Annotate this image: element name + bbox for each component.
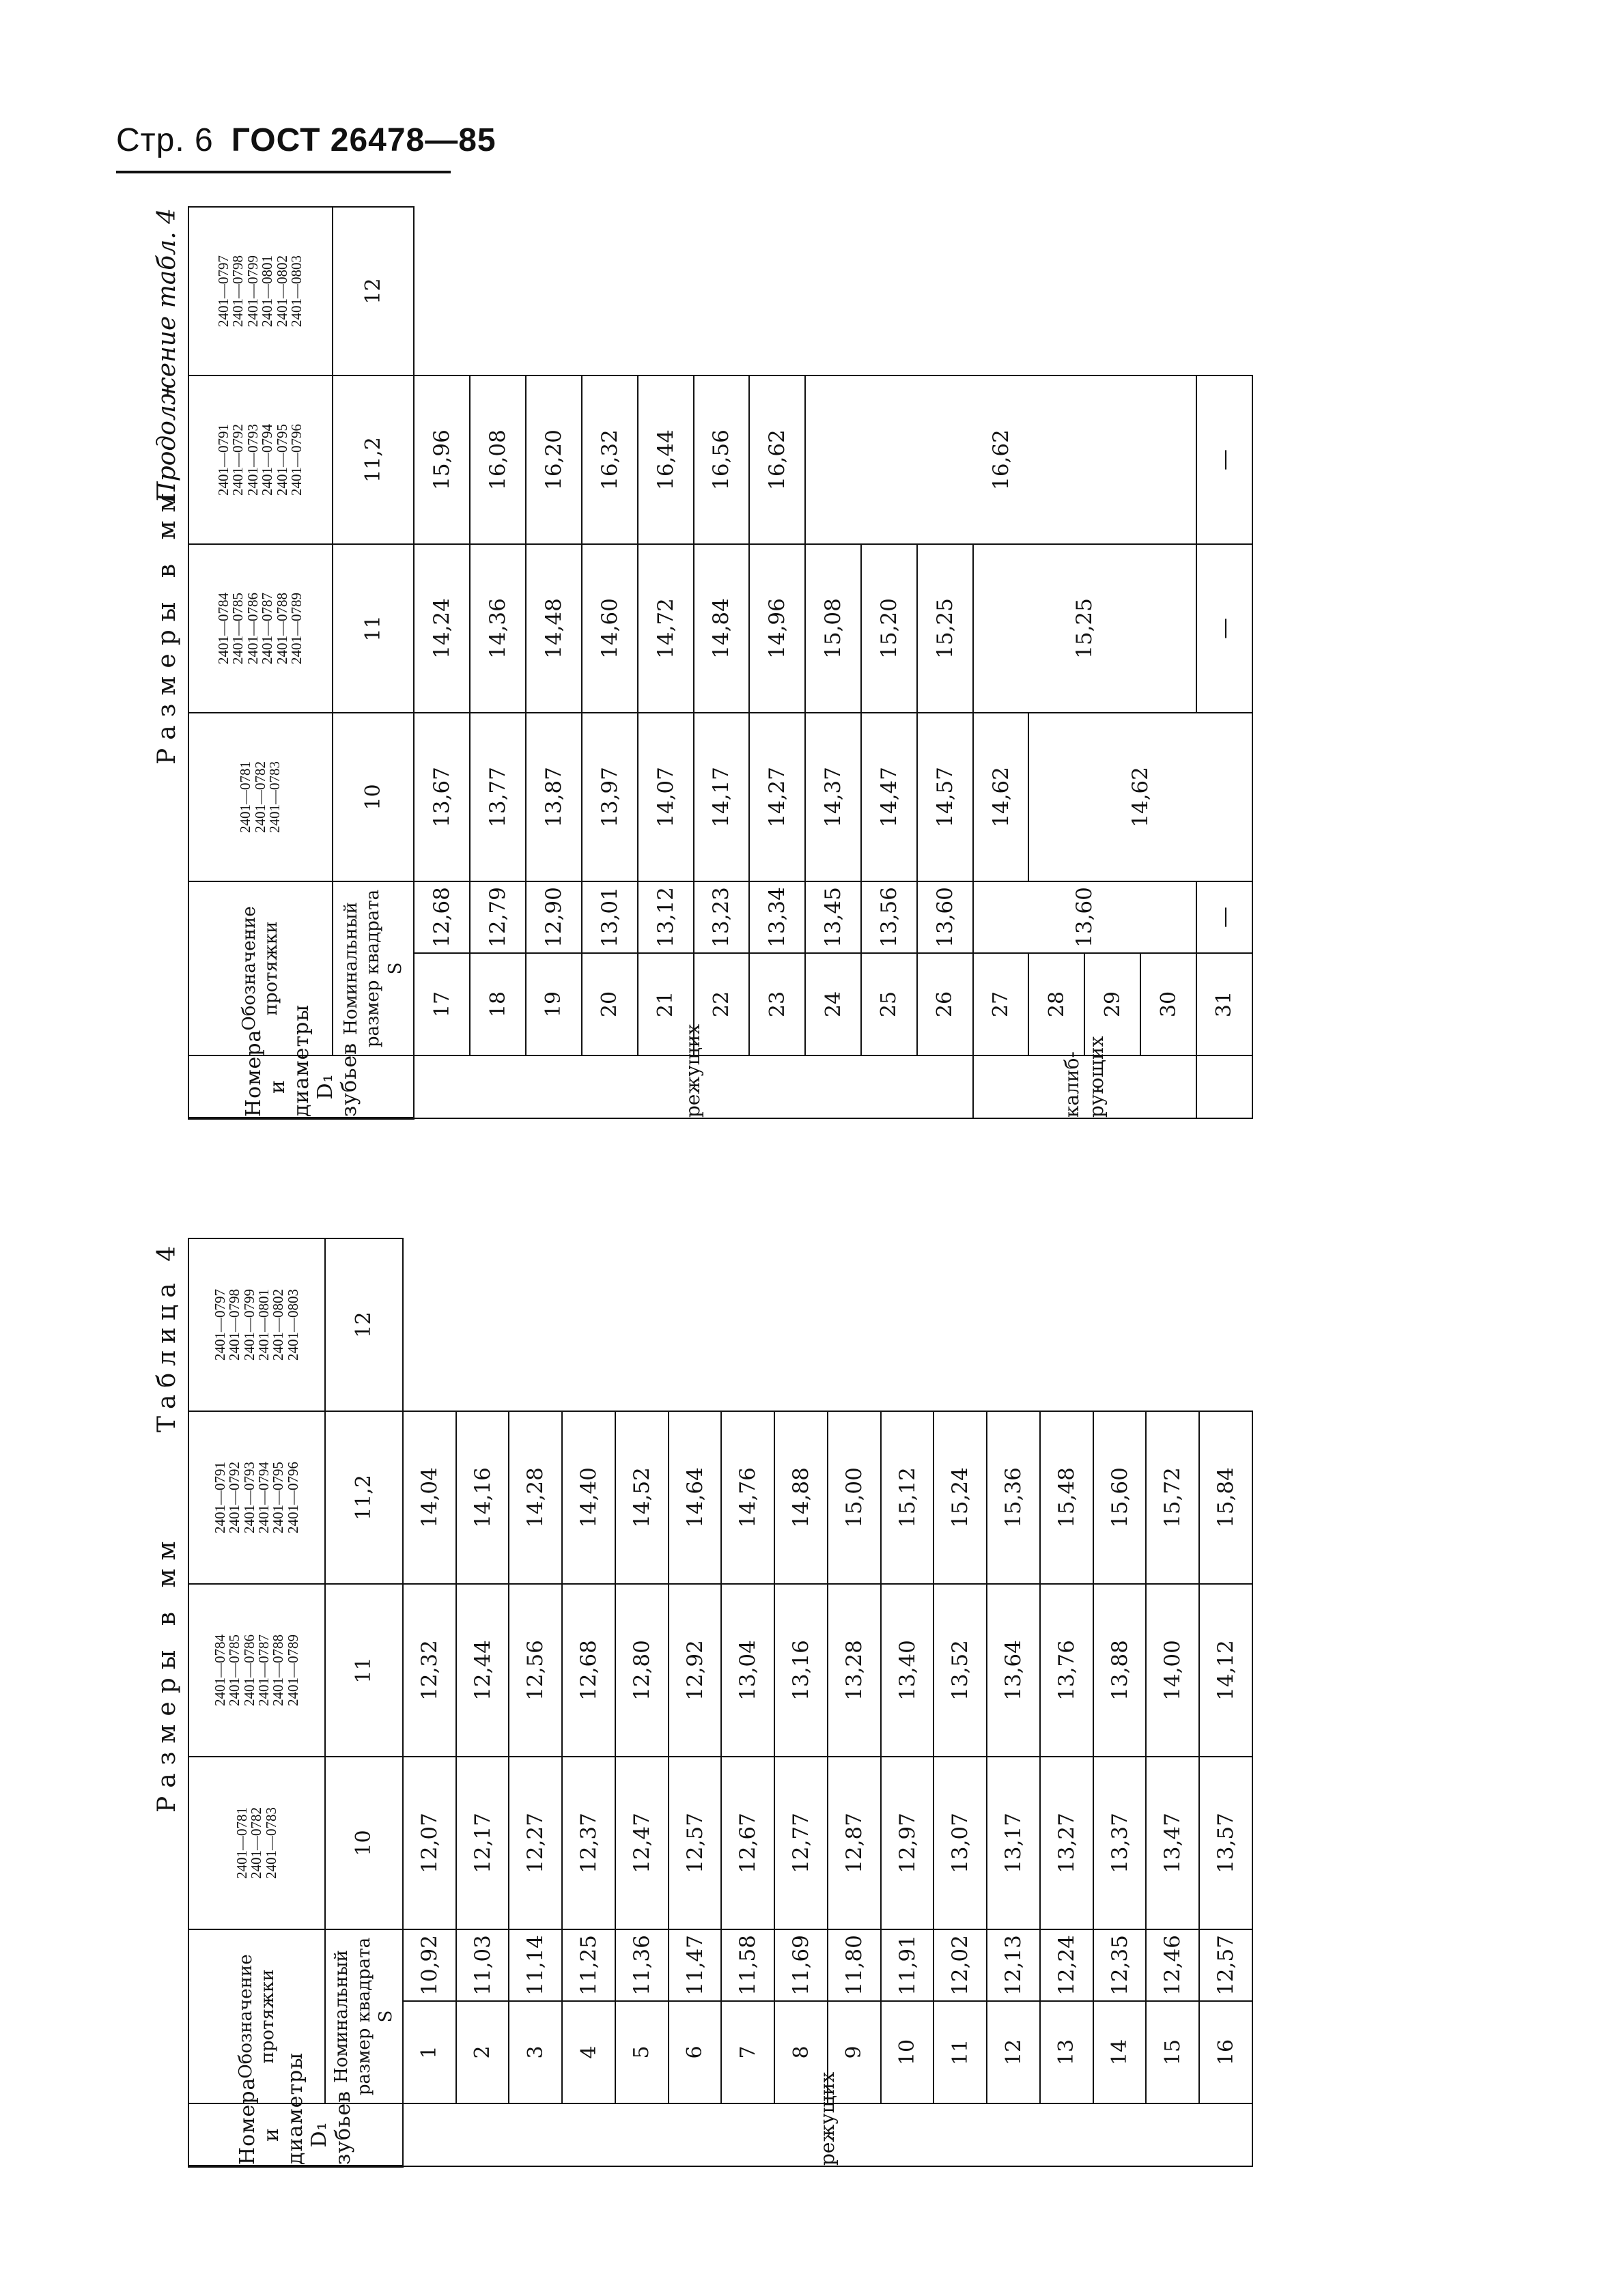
- tooth-number: 10: [881, 2001, 934, 2103]
- diameter-value: 14,84: [694, 544, 750, 713]
- diameter-value: 13,34: [749, 881, 805, 953]
- size-header: 12: [333, 207, 415, 375]
- tooth-number: 8: [774, 2001, 828, 2103]
- nominal-size-header: Номинальный размер квадрата S: [333, 881, 415, 1055]
- diameter-value: 15,20: [861, 544, 917, 713]
- tooth-number: 6: [669, 2001, 722, 2103]
- table-row: [526, 207, 582, 1118]
- diameter-value: 12,35: [1093, 1929, 1147, 2001]
- table-row: [509, 1238, 562, 2166]
- table-row: [774, 1238, 828, 2166]
- table-row: [1196, 207, 1252, 1118]
- diameter-value: 16,20: [526, 375, 582, 544]
- diameter-value: 12,92: [669, 1584, 722, 1757]
- diameter-value: 11,69: [774, 1929, 828, 2001]
- diameter-value: 12,97: [881, 1757, 934, 1929]
- table-row: [881, 1238, 934, 2166]
- sizes-label: Размеры в мм: [153, 1533, 181, 1813]
- tooth-number: 7: [721, 2001, 774, 2103]
- diameter-value: 11,47: [669, 1929, 722, 2001]
- diameter-value: 13,04: [721, 1584, 774, 1757]
- broach-codes-header: 2401—0784 2401—0785 2401—0786 2401—0787 2401—0788 2401—0789: [188, 544, 333, 713]
- table-row: [1146, 1238, 1199, 2166]
- tooth-number: 5: [615, 2001, 669, 2103]
- table-4-continuation: [153, 208, 1253, 1120]
- diameter-value: 15,00: [828, 1411, 881, 1584]
- tooth-number: 18: [470, 953, 526, 1055]
- table-row: [470, 207, 526, 1118]
- diameter-value: 15,25: [917, 544, 973, 713]
- diameter-value-merged: 14,62: [1028, 713, 1252, 881]
- dash-value: —: [1196, 544, 1252, 713]
- broach-codes-header: 2401—0784 2401—0785 2401—0786 2401—0787 2401—0788 2401—0789: [188, 1584, 325, 1757]
- broach-codes-header: 2401—0781 2401—0782 2401—0783: [188, 1757, 325, 1929]
- diameter-value: 13,97: [582, 713, 638, 881]
- size-header: 11: [325, 1584, 403, 1757]
- sizes-label: Размеры в мм: [153, 485, 181, 765]
- diameter-value: 14,40: [562, 1411, 615, 1584]
- diameter-value: 12,57: [1199, 1929, 1252, 2001]
- size-header: 11: [333, 544, 415, 713]
- table-row: [414, 207, 470, 1118]
- diameter-value: 12,90: [526, 881, 582, 953]
- diameter-value: 14,07: [638, 713, 694, 881]
- tooth-number: 23: [749, 953, 805, 1055]
- diameter-value: 13,56: [861, 881, 917, 953]
- broach-codes-header: 2401—0797 2401—0798 2401—0799 2401—0801 2401—0802 2401—0803: [188, 1238, 325, 1411]
- diameter-value: 14,48: [526, 544, 582, 713]
- diameter-value: 14,57: [917, 713, 973, 881]
- diameter-value: 13,01: [582, 881, 638, 953]
- table-row: [721, 1238, 774, 2166]
- diameter-value: 12,27: [509, 1757, 562, 1929]
- tooth-number: 26: [917, 953, 973, 1055]
- diameter-value: 13,12: [638, 881, 694, 953]
- diameter-value: 11,58: [721, 1929, 774, 2001]
- header-row-sizes: [325, 1238, 403, 2166]
- diameter-value: 14,96: [749, 544, 805, 713]
- tooth-number: 25: [861, 953, 917, 1055]
- group-calibrating: калиб-рующих: [973, 1055, 1196, 1118]
- tooth-number: 1: [403, 2001, 456, 2103]
- standard-code: ГОСТ 26478—85: [231, 122, 496, 158]
- tooth-number: 30: [1140, 953, 1196, 1055]
- diameter-value: 15,96: [414, 375, 470, 544]
- diameter-value: 14,12: [1199, 1584, 1252, 1757]
- tooth-number: 20: [582, 953, 638, 1055]
- diameter-value: 13,28: [828, 1584, 881, 1757]
- group-cutting: режущих: [403, 2103, 1252, 2166]
- table-row: [1093, 1238, 1147, 2166]
- diameter-value: 14,37: [805, 713, 861, 881]
- diameter-value: 13,16: [774, 1584, 828, 1757]
- table-caption: Продолжение табл. 4: [153, 208, 181, 503]
- dash-value: —: [1196, 375, 1252, 544]
- diameter-value: 12,68: [562, 1584, 615, 1757]
- diameter-value: 13,47: [1146, 1757, 1199, 1929]
- diameter-value: 12,68: [414, 881, 470, 953]
- diameter-value: 13,27: [1040, 1757, 1093, 1929]
- diameter-value: 12,32: [403, 1584, 456, 1757]
- table-row: [638, 207, 694, 1118]
- diameter-value: 12,87: [828, 1757, 881, 1929]
- diameter-value: 13,77: [470, 713, 526, 881]
- diameter-value: 14,04: [403, 1411, 456, 1584]
- tooth-number: 4: [562, 2001, 615, 2103]
- diameter-value: 14,24: [414, 544, 470, 713]
- diameter-value: 16,44: [638, 375, 694, 544]
- tooth-number: 12: [987, 2001, 1040, 2103]
- table-row: [934, 1238, 987, 2166]
- diameter-value: 12,80: [615, 1584, 669, 1757]
- table-row: [694, 207, 750, 1118]
- table-row: [805, 207, 861, 1118]
- header-row-sizes: [333, 207, 415, 1118]
- tooth-number: 22: [694, 953, 750, 1055]
- dash-value: —: [1196, 881, 1252, 953]
- diameter-value: 12,56: [509, 1584, 562, 1757]
- diameter-value: 13,17: [987, 1757, 1040, 1929]
- diameter-value: 12,77: [774, 1757, 828, 1929]
- diameter-value: 13,23: [694, 881, 750, 953]
- size-header: 10: [333, 713, 415, 881]
- tooth-number: 19: [526, 953, 582, 1055]
- diameter-value: 12,67: [721, 1757, 774, 1929]
- nominal-size-header: Номинальный размер квадрата S: [325, 1929, 403, 2103]
- diameter-value: 11,25: [562, 1929, 615, 2001]
- diameter-value: 10,92: [403, 1929, 456, 2001]
- size-header: 10: [325, 1757, 403, 1929]
- diameter-value-merged: 13,60: [973, 881, 1196, 953]
- broach-codes-header: 2401—0791 2401—0792 2401—0793 2401—0794 2401—0795 2401—0796: [188, 375, 333, 544]
- designation-header: Обозначение протяжки: [188, 1929, 325, 2103]
- diameter-value: 15,36: [987, 1411, 1040, 1584]
- diameter-value: 15,84: [1199, 1411, 1252, 1584]
- dimension-table: [188, 1238, 1253, 2168]
- header-row-codes: [188, 207, 333, 1118]
- diameter-value: 13,87: [526, 713, 582, 881]
- diameter-value: 16,62: [749, 375, 805, 544]
- diameter-value: 12,13: [987, 1929, 1040, 2001]
- diameter-value: 13,45: [805, 881, 861, 953]
- diameter-value: 15,72: [1146, 1411, 1199, 1584]
- diameter-value: 14,52: [615, 1411, 669, 1584]
- diameter-value: 16,08: [470, 375, 526, 544]
- diameter-value: 11,91: [881, 1929, 934, 2001]
- table-row: [562, 1238, 615, 2166]
- table-row: [615, 1238, 669, 2166]
- side-label: Номера и диаметры D₁ зубьев: [188, 1055, 414, 1118]
- diameter-value: 13,76: [1040, 1584, 1093, 1757]
- table-4: [153, 1239, 1253, 2168]
- tooth-number: 13: [1040, 2001, 1093, 2103]
- diameter-value: 12,07: [403, 1757, 456, 1929]
- table-row: [987, 1238, 1040, 2166]
- diameter-value: 12,37: [562, 1757, 615, 1929]
- diameter-value: 14,72: [638, 544, 694, 713]
- diameter-value: 11,03: [456, 1929, 509, 2001]
- table-row: [973, 207, 1029, 1118]
- diameter-value: 13,60: [917, 881, 973, 953]
- table-caption: Таблица 4: [153, 1239, 181, 1432]
- diameter-value: 13,64: [987, 1584, 1040, 1757]
- diameter-value: 15,48: [1040, 1411, 1093, 1584]
- diameter-value: 15,12: [881, 1411, 934, 1584]
- table-row: [917, 207, 973, 1118]
- tooth-number: 11: [934, 2001, 987, 2103]
- diameter-value: 12,17: [456, 1757, 509, 1929]
- diameter-value-merged: 15,25: [973, 544, 1196, 713]
- table-row: [828, 1238, 881, 2166]
- tooth-number: 16: [1199, 2001, 1252, 2103]
- diameter-value: 13,40: [881, 1584, 934, 1757]
- tooth-number: 14: [1093, 2001, 1147, 2103]
- diameter-value: 14,62: [973, 713, 1029, 881]
- diameter-value: 14,36: [470, 544, 526, 713]
- tooth-number: 31: [1196, 953, 1252, 1055]
- diameter-value: 14,00: [1146, 1584, 1199, 1757]
- table-row: [1199, 1238, 1252, 2166]
- tooth-number: 17: [414, 953, 470, 1055]
- table-row: [456, 1238, 509, 2166]
- diameter-value: 16,32: [582, 375, 638, 544]
- tooth-number: 3: [509, 2001, 562, 2103]
- diameter-value: 14,17: [694, 713, 750, 881]
- diameter-value: 14,47: [861, 713, 917, 881]
- tooth-number: 9: [828, 2001, 881, 2103]
- table-row: [1040, 1238, 1093, 2166]
- page-number: Стр. 6: [116, 122, 214, 158]
- group-empty: [1196, 1055, 1252, 1118]
- diameter-value-merged: 16,62: [805, 375, 1196, 544]
- diameter-value: 13,07: [934, 1757, 987, 1929]
- group-cutting: режущих: [414, 1055, 972, 1118]
- table-row: [403, 1238, 456, 2166]
- size-header: 12: [325, 1238, 403, 1411]
- dimension-table: [188, 206, 1253, 1120]
- diameter-value: 14,16: [456, 1411, 509, 1584]
- diameter-value: 14,76: [721, 1411, 774, 1584]
- header-row-codes: [188, 1238, 325, 2166]
- tooth-number: 24: [805, 953, 861, 1055]
- diameter-value: 15,60: [1093, 1411, 1147, 1584]
- size-header: 11,2: [325, 1411, 403, 1584]
- table-row: [861, 207, 917, 1118]
- table-row: [582, 207, 638, 1118]
- tooth-number: 29: [1084, 953, 1140, 1055]
- diameter-value: 14,60: [582, 544, 638, 713]
- diameter-value: 12,44: [456, 1584, 509, 1757]
- diameter-value: 12,24: [1040, 1929, 1093, 2001]
- tooth-number: 2: [456, 2001, 509, 2103]
- diameter-value: 12,47: [615, 1757, 669, 1929]
- diameter-value: 13,57: [1199, 1757, 1252, 1929]
- diameter-value: 15,24: [934, 1411, 987, 1584]
- broach-codes-header: 2401—0791 2401—0792 2401—0793 2401—0794 2401—0795 2401—0796: [188, 1411, 325, 1584]
- tooth-number: 27: [973, 953, 1029, 1055]
- page-header: [116, 122, 496, 159]
- designation-header: Обозначение протяжки: [188, 881, 333, 1055]
- tooth-number: 21: [638, 953, 694, 1055]
- tooth-number: 28: [1028, 953, 1084, 1055]
- diameter-value: 13,37: [1093, 1757, 1147, 1929]
- diameter-value: 15,08: [805, 544, 861, 713]
- diameter-value: 16,56: [694, 375, 750, 544]
- table-row: [669, 1238, 722, 2166]
- diameter-value: 11,36: [615, 1929, 669, 2001]
- diameter-value: 13,88: [1093, 1584, 1147, 1757]
- diameter-value: 13,52: [934, 1584, 987, 1757]
- diameter-value: 14,88: [774, 1411, 828, 1584]
- table-row: [749, 207, 805, 1118]
- diameter-value: 12,02: [934, 1929, 987, 2001]
- diameter-value: 13,67: [414, 713, 470, 881]
- diameter-value: 11,14: [509, 1929, 562, 2001]
- diameter-value: 12,57: [669, 1757, 722, 1929]
- header-rule: [116, 171, 451, 173]
- broach-codes-header: 2401—0781 2401—0782 2401—0783: [188, 713, 333, 881]
- diameter-value: 14,27: [749, 713, 805, 881]
- diameter-value: 14,64: [669, 1411, 722, 1584]
- tooth-number: 15: [1146, 2001, 1199, 2103]
- broach-codes-header: 2401—0797 2401—0798 2401—0799 2401—0801 2401—0802 2401—0803: [188, 207, 333, 375]
- diameter-value: 12,79: [470, 881, 526, 953]
- size-header: 11,2: [333, 375, 415, 544]
- side-label: Номера и диаметры D₁ зубьев: [188, 2103, 403, 2166]
- diameter-value: 14,28: [509, 1411, 562, 1584]
- diameter-value: 12,46: [1146, 1929, 1199, 2001]
- diameter-value: 11,80: [828, 1929, 881, 2001]
